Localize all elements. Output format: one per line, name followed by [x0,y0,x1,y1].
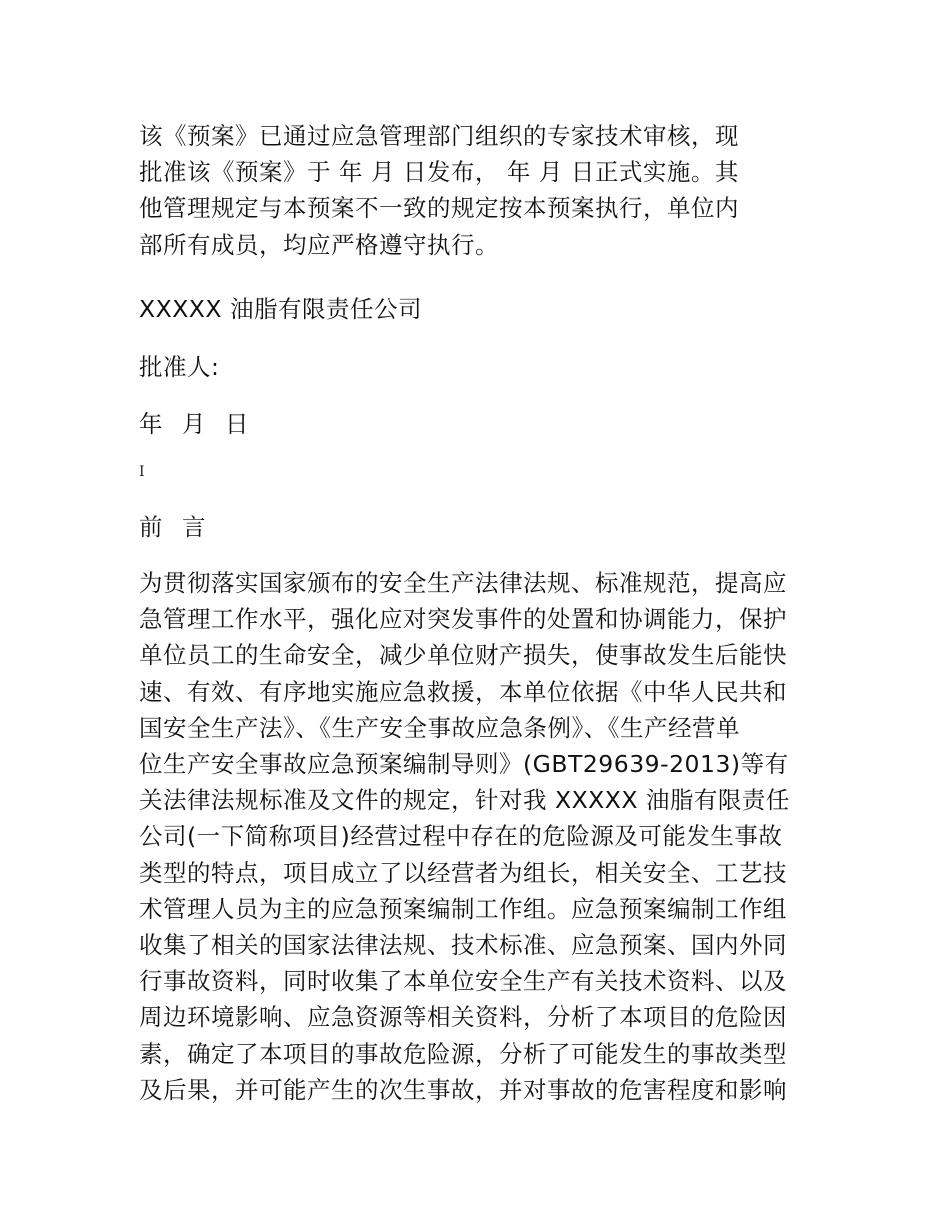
page-number-marker: I [139,464,145,480]
preface-line: 速、有效、有序地实施应急救援，本单位依据《中华人民共和 [139,677,787,706]
preface-line: 行事故资料，同时收集了本单位安全生产有关技术资料、以及 [139,967,787,996]
date-label: 年 月 日 [139,410,255,438]
preface-line: 周边环境影响、应急资源等相关资料，分析了本项目的危险因 [139,1003,787,1032]
preface-line: 急管理工作水平，强化应对突发事件的处置和协调能力，保护 [139,605,787,634]
approval-line: 批准该《预案》于 年 月 日发布， 年 月 日正式实施。其 [139,158,739,187]
preface-line: 国安全生产法》、《生产安全事故应急条例》、《生产经营单 [139,713,740,742]
preface-line: 关法律法规标准及文件的规定，针对我 XXXXX 油脂有限责任 [139,786,790,815]
approval-paragraph [139,118,811,263]
approval-line: 该《预案》已通过应急管理部门组织的专家技术审核，现 [139,122,739,150]
preface-line: 收集了相关的国家法律法规、技术标准、应急预案、国内外同 [139,931,787,960]
preface-line: 公司(一下简称项目)经营过程中存在的危险源及可能发生事故 [139,822,783,851]
approver-label: 批准人: [139,353,220,381]
approval-line: 他管理规定与本预案不一致的规定按本预案执行，单位内 [139,194,739,223]
approval-line: 部所有成员，均应严格遵守执行。 [139,230,499,259]
preface-line: 及后果，并可能产生的次生事故，并对事故的危害程度和影响 [139,1075,787,1104]
preface-heading: 前 言 [139,513,212,541]
preface-line: 素，确定了本项目的事故危险源，分析了可能发生的事故类型 [139,1039,787,1068]
preface-paragraph [139,565,811,1108]
company-name: XXXXX 油脂有限责任公司 [139,295,422,323]
preface-line: 类型的特点，项目成立了以经营者为组长，相关安全、工艺技 [139,858,787,887]
preface-line: 位生产安全事故应急预案编制导则》(GBT29639-2013)等有 [139,750,789,779]
preface-line: 术管理人员为主的应急预案编制工作组。应急预案编制工作组 [139,894,787,923]
preface-line: 为贯彻落实国家颁布的安全生产法律法规、标准规范，提高应 [139,569,787,597]
preface-line: 单位员工的生命安全，减少单位财产损失，使事故发生后能快 [139,641,787,670]
